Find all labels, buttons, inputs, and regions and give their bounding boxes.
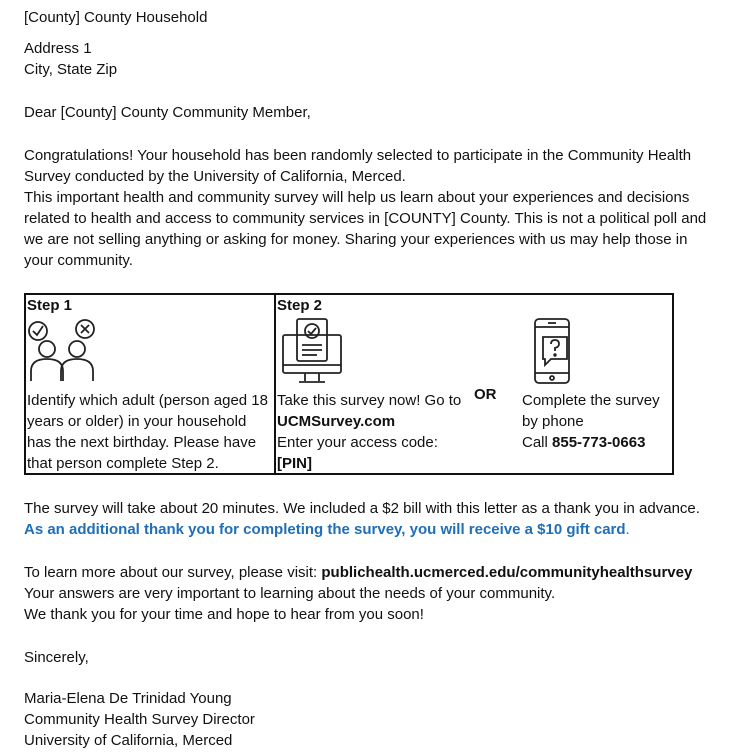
phone-question-icon bbox=[529, 317, 575, 385]
intro-line: related to health and access to community services in [COUNTY] County. This is not a political poll and bbox=[24, 210, 707, 227]
closing: Sincerely, bbox=[24, 649, 89, 666]
step-1-text: has the next birthday. Please have bbox=[27, 434, 257, 451]
call-label: Call bbox=[522, 434, 548, 451]
step-2-title: Step 2 bbox=[277, 297, 323, 314]
gift-card-period: . bbox=[625, 521, 630, 538]
step-1-text: years or older) in your household bbox=[27, 413, 247, 430]
answers-important: Your answers are very important to learning about the needs of your community. bbox=[24, 585, 556, 602]
gift-card-text: As an additional thank you for completing the survey, you will receive a $10 gift card bbox=[24, 521, 626, 538]
or-separator: OR bbox=[474, 386, 497, 403]
learn-more-url[interactable]: publichealth.ucmerced.edu/communityhealthsurvey bbox=[321, 564, 693, 581]
intro-line: This important health and community survey will help us learn about your experiences and decisions bbox=[24, 189, 690, 206]
salutation: Dear [County] County Community Member, bbox=[24, 104, 311, 121]
people-selection-icon bbox=[27, 319, 97, 383]
access-code-label: Enter your access code: bbox=[277, 434, 438, 451]
address-line-1: Address 1 bbox=[24, 40, 92, 57]
step-1-text: that person complete Step 2. bbox=[27, 455, 219, 472]
city-state-zip: City, State Zip bbox=[24, 61, 118, 78]
phone-instruction: Complete the survey bbox=[522, 392, 660, 409]
phone-number[interactable]: 855-773-0663 bbox=[552, 434, 646, 451]
step-1-title: Step 1 bbox=[27, 297, 73, 314]
intro-line: Congratulations! Your household has been randomly selected to participate in the Community Health bbox=[24, 147, 692, 164]
survey-duration-note: The survey will take about 20 minutes. We included a $2 bill with this letter as a thank you in advance. bbox=[24, 500, 700, 517]
step-2-instruction: Take this survey now! Go to bbox=[277, 392, 462, 409]
intro-line: we are not selling anything or asking for money. Sharing your experiences with us may help those in bbox=[24, 231, 688, 248]
survey-url-link[interactable]: UCMSurvey.com bbox=[277, 413, 396, 430]
household-name: [County] County Household bbox=[24, 9, 208, 26]
thank-you-line: We thank you for your time and hope to hear from you soon! bbox=[24, 606, 424, 623]
steps-table bbox=[24, 293, 674, 475]
online-survey-icon bbox=[281, 317, 343, 387]
intro-line: your community. bbox=[24, 252, 133, 269]
signature-name: Maria-Elena De Trinidad Young bbox=[24, 690, 232, 707]
signature-org: University of California, Merced bbox=[24, 732, 233, 749]
learn-more-line bbox=[24, 562, 692, 583]
access-code-pin: [PIN] bbox=[277, 455, 312, 472]
intro-line: Survey conducted by the University of California, Merced. bbox=[24, 168, 406, 185]
step-1-text: Identify which adult (person aged 18 bbox=[27, 392, 268, 409]
learn-more-label: To learn more about our survey, please visit: bbox=[24, 564, 318, 581]
phone-number-line bbox=[522, 432, 645, 453]
gift-card-note bbox=[24, 519, 630, 540]
phone-instruction: by phone bbox=[522, 413, 584, 430]
signature-title: Community Health Survey Director bbox=[24, 711, 255, 728]
steps-column-divider bbox=[274, 295, 276, 473]
